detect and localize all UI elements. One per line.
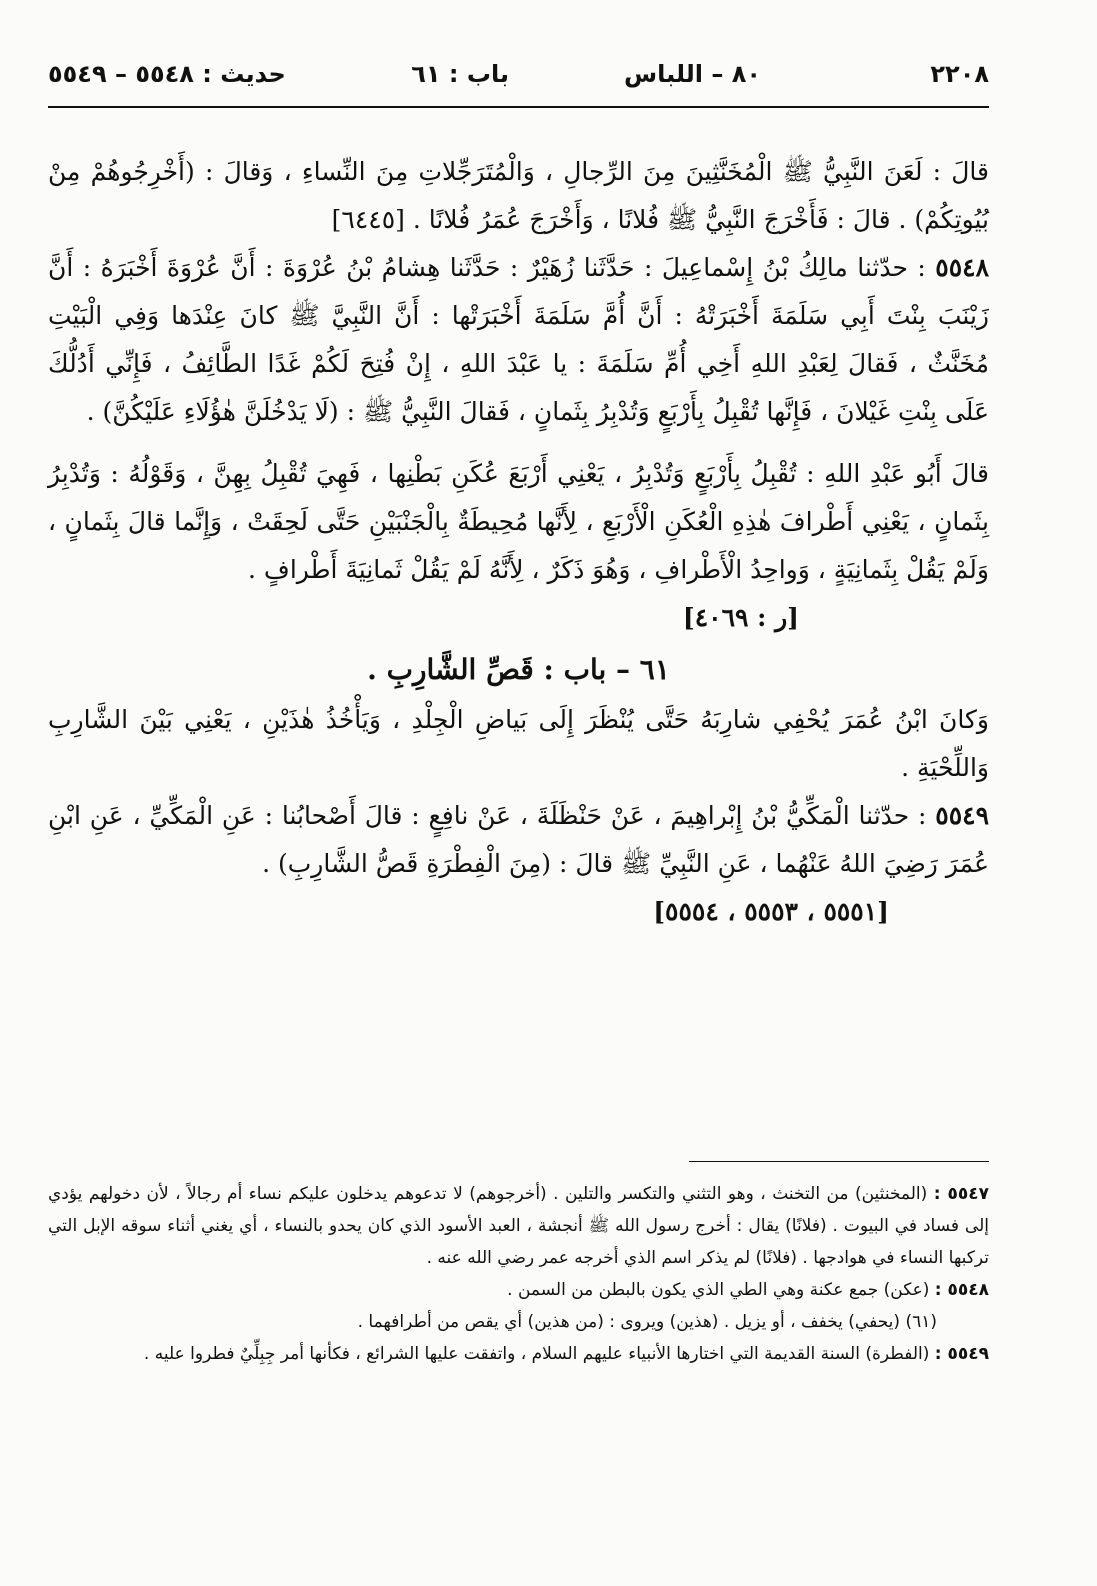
footnote-label: ٥٥٤٨ : <box>934 1280 989 1300</box>
footnote-5548 <box>48 1274 989 1306</box>
footnote-label: ٥٥٤٩ : <box>934 1344 989 1364</box>
ibn-umar-report: وَكانَ ابْنُ عُمَرَ يُحْفِي شارِبَهُ حَتَّى يُنْظَرَ إِلَى بَياضِ الْجِلْدِ ، وَيَأْخُذُ هٰذَيْنِ ، يَعْنِي بَيْنَ الشَّارِبِ وَاللِّحْيَةِ . <box>48 705 989 782</box>
header-divider <box>48 106 989 108</box>
footnote-label: ٥٥٤٧ : <box>933 1184 990 1204</box>
cross-reference: [٥٥٥١ ، ٥٥٥٣ ، ٥٥٥٤] <box>653 897 889 926</box>
hadith-text: : حدّثنا الْمَكِّيُّ بْنُ إِبْراهِيمَ ، عَنْ حَنْظَلَةَ ، عَنْ نافِعٍ : قالَ أَصْحابُنا : عَنِ الْمَكِّيِّ ، عَنِ ابْنِ عُمَرَ رَضِيَ اللهُ عَنْهُما ، عَنِ النَّبِيِّ ﷺ قالَ : (مِنَ الْفِطْرَةِ قَصُّ الشَّارِبِ) . <box>48 801 989 878</box>
hadith-5548 <box>48 244 989 436</box>
hadith-5547-continuation: قالَ : لَعَنَ النَّبِيُّ ﷺ الْمُخَنَّثِينَ مِنَ الرِّجالِ ، وَالْمُتَرَجِّلاتِ مِنَ النِّساءِ ، وَقالَ : (أَخْرِجُوهُمْ مِنْ بُيُوتِكُمْ) . قالَ : فَأَخْرَجَ النَّبِيُّ ﷺ فُلانًا ، وَأَخْرَجَ عُمَرُ فُلانًا . [٦٤٤٥] <box>48 157 989 234</box>
footnote-5547 <box>48 1178 989 1274</box>
hadith-text: : حدّثنا مالِكُ بْنُ إِسْماعِيلَ : حَدَّثَنا زُهَيْرٌ : حَدَّثَنا هِشامُ بْنُ عُرْوَةَ : أَنَّ عُرْوَةَ أَخْبَرَهُ : أَنَّ زَيْنَبَ بِنْتَ أَبِي سَلَمَةَ أَخْبَرَتْهُ : أَنَّ أُمَّ سَلَمَةَ أَخْبَرَتْها : أَنَّ النَّبِيَّ ﷺ كانَ عِنْدَها وَفِي الْبَيْتِ مُخَنَّثٌ ، فَقالَ لِعَبْدِ اللهِ أَخِي أُمِّ سَلَمَةَ : يا عَبْدَ اللهِ ، إِنْ فُتِحَ لَكُمْ غَدًا الطَّائِفُ ، فَإِنِّي أَدُلُّكَ عَلَى بِنْتِ غَيْلانَ ، فَإِنَّها تُقْبِلُ بِأَرْبَعٍ وَتُدْبِرُ بِثَمانٍ ، فَقالَ النَّبِيُّ ﷺ : (لَا يَدْخُلَنَّ هٰؤُلَاءِ عَلَيْكُنَّ) . <box>48 253 989 426</box>
footnote-bab-61 <box>48 1306 989 1338</box>
footnotes <box>48 1178 989 1370</box>
footnote-text: (الفطرة) السنة القديمة التي اختارها الأنبياء عليهم السلام ، واتفقت عليها الشرائع ، فكأنها أمر جِبِلِّيٌ فطروا عليه . <box>143 1344 930 1364</box>
cross-reference: [ر : ٤٠٦٩] <box>682 603 799 632</box>
footnote-text: (عكن) جمع عكنة وهي الطي الذي يكون بالبطن من السمن . <box>507 1280 930 1300</box>
chapter-number: باب : ٦١ <box>411 60 509 88</box>
hadith-number: ٥٥٤٨ <box>935 253 989 282</box>
running-header <box>48 52 989 102</box>
hadith-number: ٥٥٤٩ <box>935 801 990 830</box>
footnote-text: (المخنثين) من التخنث ، وهو التثني والتكسر والتلين . (أخرجوهم) لا تدعوهم يدخلون عليكم نساء أم رجالاً ، لأن دخولهم يؤدي إلى فساد في البيوت . (فلانًا) يقال : أخرج رسول الله ﷺ أنجشة ، العبد الأسود الذي كان يحدو بالنساء ، أي يغني أثناء سوقه الإبل التي تركبها النساء في هوادجها . (فلانًا) لم يذكر اسم الذي أخرجه عمر رضي الله عنه . <box>48 1184 989 1268</box>
footnote-divider <box>689 1161 989 1162</box>
hadith-range: حديث : ٥٥٤٨ – ٥٥٤٩ <box>48 60 286 88</box>
page-number: ٢٢٠٨ <box>930 60 989 88</box>
chapter-heading: ٦١ – باب : قَصِّ الشَّارِبِ . <box>367 653 670 686</box>
book-title: ٨٠ – اللباس <box>624 60 761 88</box>
abu-abdillah-commentary: قالَ أَبُو عَبْدِ اللهِ : تُقْبِلُ بِأَرْبَعٍ وَتُدْبِرُ ، يَعْنِي أَرْبَعَ عُكَنِ بَطْنِها ، فَهِيَ تُقْبِلُ بِهِنَّ ، وَقَوْلُهُ : وَتُدْبِرُ بِثَمانٍ ، يَعْنِي أَطْرافَ هٰذِهِ الْعُكَنِ الْأَرْبَعِ ، لِأَنَّها مُحِيطَةٌ بِالْجَنْبَيْنِ حَتَّى لَحِقَتْ ، وَإِنَّما قالَ بِثَمانٍ ، وَلَمْ يَقُلْ بِثَمانِيَةٍ ، وَواحِدُ الْأَطْرافِ ، وَهُوَ ذَكَرٌ ، لِأَنَّهُ لَمْ يَقُلْ ثَمانِيَةَ أَطْرافٍ . <box>48 459 989 584</box>
main-text <box>48 148 989 936</box>
footnote-5549 <box>48 1338 989 1370</box>
spacer <box>48 436 989 450</box>
footnote-text: (٦١) (يحفي) يخفف ، أو يزيل . (هذين) ويروى : (من هذين) أي يقص من أطرافهما . <box>357 1312 937 1332</box>
hadith-5549 <box>48 792 989 888</box>
